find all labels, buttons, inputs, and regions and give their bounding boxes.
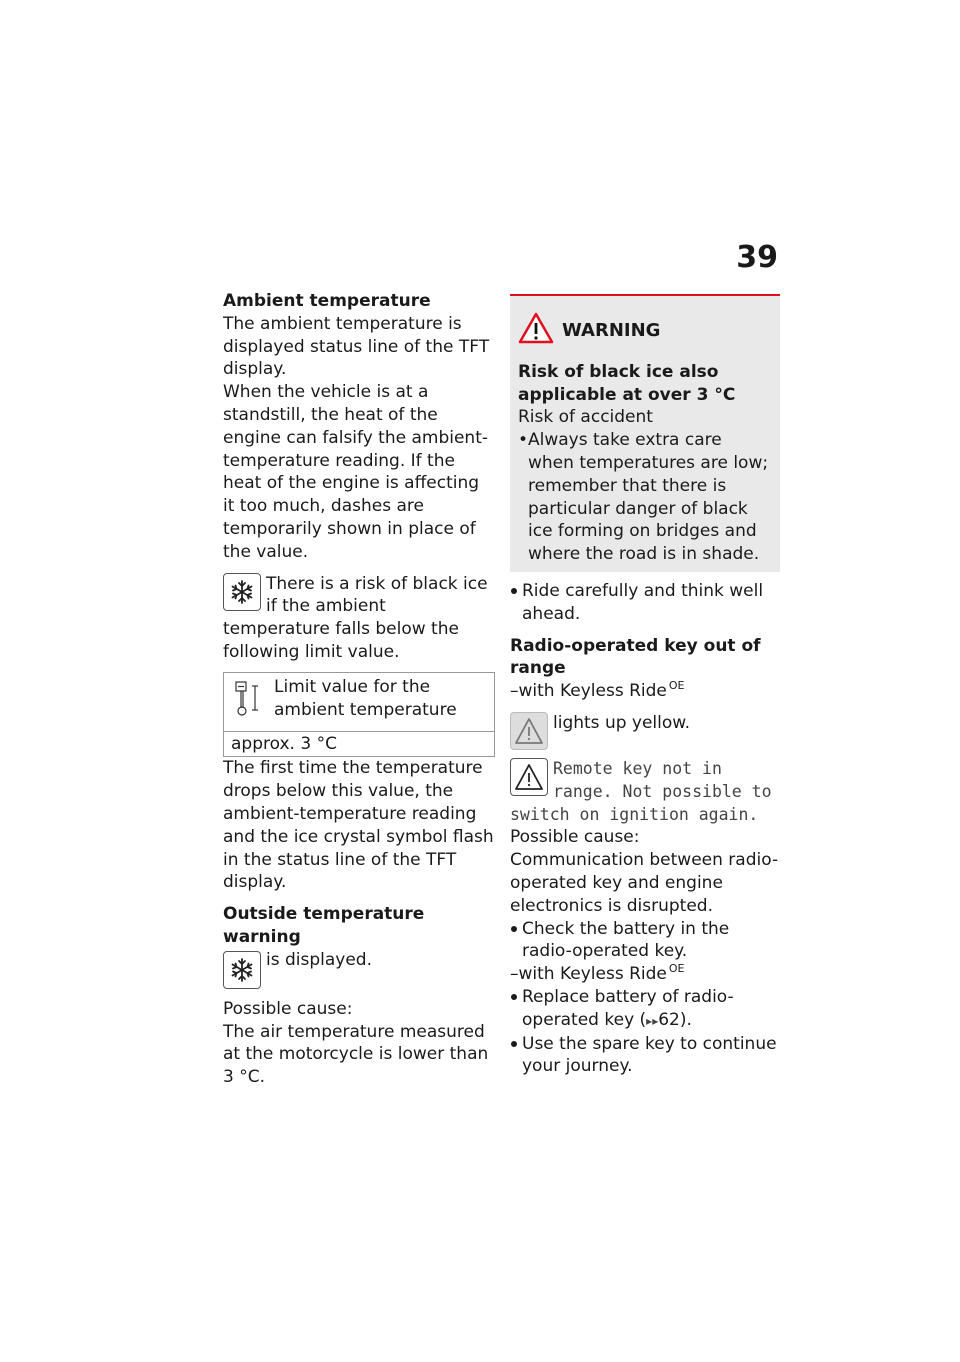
possible-cause-text: The air temperature measured at the motorcycle is lower than 3 °C. — [223, 1021, 489, 1088]
ambient-temperature-paragraph: The ambient temperature is displayed status line of the TFT display. — [223, 313, 490, 380]
yellow-warning-block — [510, 712, 780, 750]
check-battery-item: Check the battery in the radio-operated key. — [510, 918, 780, 964]
ice-crystal-icon — [223, 573, 261, 611]
oe-superscript: OE — [668, 679, 685, 693]
outside-warning-block — [223, 949, 495, 989]
first-time-paragraph: The first time the temperature drops below this value, the ambient-temperature reading and the ice crystal symbol flash in the status line of the TFT display. — [223, 758, 494, 893]
remote-key-message: Remote key not in range. Not possible to switch on ignition again. — [510, 758, 772, 824]
ride-carefully-item: Ride carefully and think well ahead. — [510, 580, 780, 626]
general-warning-icon — [510, 712, 548, 750]
warning-bullet: • Always take extra care when temperatures are low; remember that there is particular danger of black ice forming on bridges and where the road is in shade. — [518, 429, 772, 566]
limit-value-cell: approx. 3 °C — [231, 733, 337, 754]
possible-cause-text: Communication between radio-operated key and engine electronics is disrupted. — [510, 850, 779, 916]
oe-superscript: OE — [668, 962, 685, 976]
limit-value-table — [223, 672, 495, 758]
warning-triangle-icon — [510, 758, 548, 796]
ice-risk-text: There is a risk of black ice if the ambient temperature falls below the following limit value. — [223, 573, 488, 662]
is-displayed-text: is displayed. — [266, 949, 373, 970]
standstill-paragraph: When the vehicle is at a standstill, the heat of the engine can falsify the ambient-temperature reading. If the heat of the engine is affecting it too much, dashes are temporarily shown in place of the value. — [223, 382, 489, 562]
warning-risk: Risk of accident — [518, 407, 653, 428]
ice-crystal-icon — [223, 951, 261, 989]
keyless-ride-option: –with Keyless Ride $^{OE}$ — [510, 679, 685, 702]
radio-key-heading: Radio-operated key out of range — [510, 635, 761, 679]
warning-title: WARNING — [562, 320, 661, 341]
ice-risk-block — [223, 573, 495, 664]
thermometer-icon — [230, 676, 266, 725]
limit-value-header — [224, 673, 494, 732]
lights-up-text: lights up yellow. — [553, 712, 691, 733]
ambient-temperature-heading: Ambient temperature — [223, 291, 431, 311]
possible-cause-label: Possible cause: — [223, 998, 353, 1019]
warning-header — [518, 312, 772, 351]
page-number: 39 — [736, 240, 778, 275]
warning-box — [510, 294, 780, 572]
spare-key-item: Use the spare key to continue your journey. — [510, 1033, 780, 1079]
right-column — [510, 294, 780, 1078]
page-reference-arrow-icon: ▸▸ — [646, 1013, 659, 1028]
replace-battery-item: Replace battery of radio-operated key (▸▸62). — [510, 986, 780, 1033]
remote-key-message-block — [510, 758, 780, 826]
warning-triangle-icon — [518, 312, 554, 351]
outside-temperature-heading: Outside temperature warning — [223, 904, 425, 947]
keyless-ride-option: –with Keyless Ride $^{OE}$ — [510, 962, 685, 985]
warning-heading: Risk of black ice also applicable at over 3 °C — [518, 361, 736, 405]
page-reference-link[interactable]: 62). — [658, 1009, 692, 1030]
left-column — [223, 290, 495, 1089]
possible-cause-label: Possible cause: — [510, 827, 640, 848]
limit-value-label: Limit value for the ambient temperature — [274, 676, 457, 720]
